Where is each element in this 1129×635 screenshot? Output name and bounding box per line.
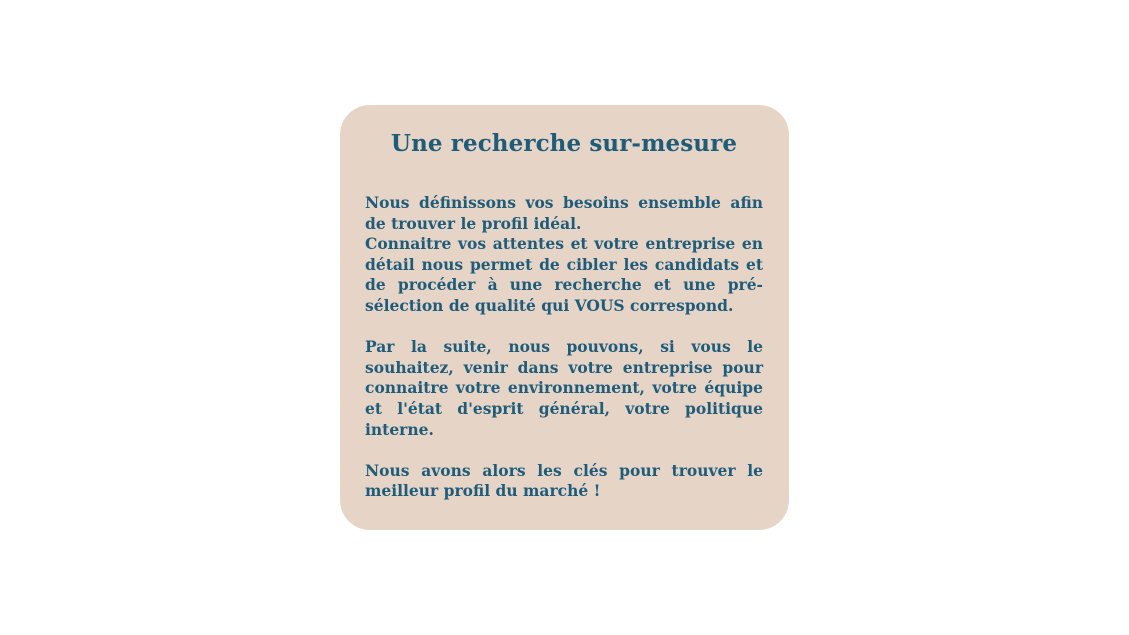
paragraph-attentes: Connaitre vos attentes et votre entreprise en détail nous permet de cibler les candidats et de procéder à une recherche et une pré-sélection de qualité qui VOUS correspond. [365, 234, 763, 315]
card-body [365, 193, 763, 502]
info-card [340, 105, 789, 530]
paragraph-besoins: Nous définissons vos besoins ensemble afin de trouver le profil idéal. [365, 193, 763, 233]
paragraph-visite: Par la suite, nous pouvons, si vous le souhaitez, venir dans votre entreprise pour connaitre votre environnement, votre équipe et l'état d'esprit général, votre politique interne. [365, 337, 763, 439]
card-title: Une recherche sur-mesure [390, 130, 738, 157]
paragraph-conclusion: Nous avons alors les clés pour trouver le meilleur profil du marché ! [365, 460, 763, 501]
